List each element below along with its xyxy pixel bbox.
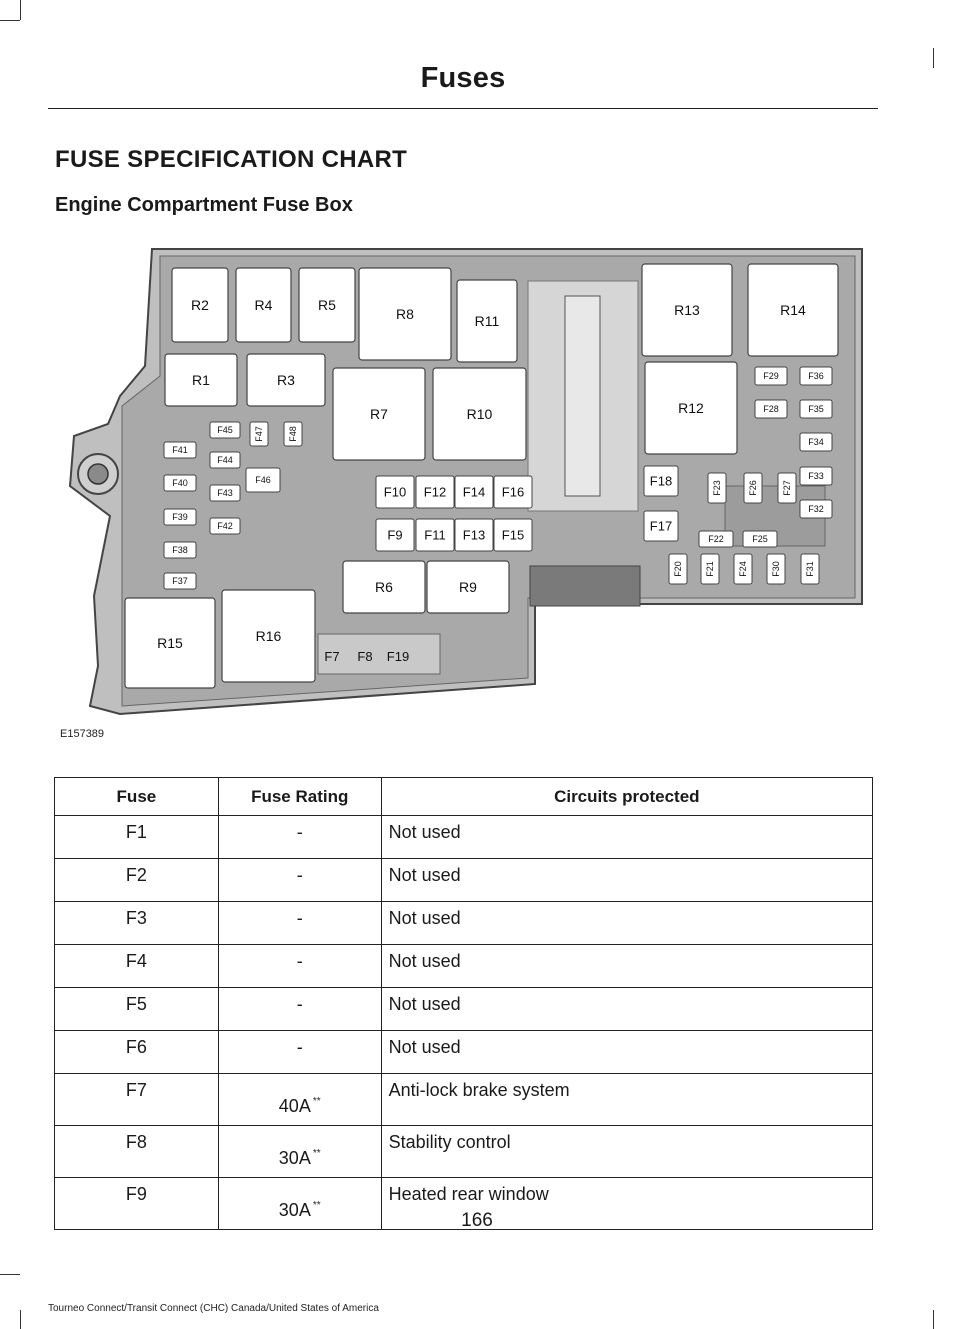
relay-label: R1 <box>192 372 210 388</box>
table-row <box>55 902 873 945</box>
fuse-label: F48 <box>288 426 298 442</box>
fuse-label: F11 <box>424 527 446 543</box>
rating-value: - <box>296 822 303 842</box>
rating-value: - <box>296 951 303 971</box>
fuse-label: F41 <box>172 445 188 455</box>
circuits-cell: Not used <box>381 1031 872 1074</box>
page-number: 166 <box>461 1210 493 1231</box>
fuse-label: F30 <box>771 561 781 577</box>
table-row <box>55 816 873 859</box>
relay-label: R10 <box>466 406 493 422</box>
fuse-cell: F1 <box>55 816 219 859</box>
fuse-box-diagram <box>60 236 865 722</box>
fuse-label: F12 <box>423 484 447 500</box>
circuits-cell: Not used <box>381 902 872 945</box>
rating-cell <box>218 859 381 902</box>
rating-value: - <box>296 1037 303 1057</box>
connector-pins <box>565 296 600 496</box>
relay-label: R4 <box>254 297 273 313</box>
crop-mark <box>933 48 934 68</box>
fuse-cell: F6 <box>55 1031 219 1074</box>
rating-cell <box>218 902 381 945</box>
fuse-label: F19 <box>386 649 410 664</box>
relay-label: R11 <box>474 313 500 329</box>
relay-label: R9 <box>459 579 477 595</box>
fuse-label: F10 <box>383 484 407 500</box>
column-header-fuse: Fuse <box>55 778 219 816</box>
fuse-label: F13 <box>462 527 486 543</box>
fuse-label: F43 <box>217 488 233 498</box>
rating-value: 30A <box>278 1200 311 1220</box>
relay-label: R2 <box>191 297 209 313</box>
footer-text: Tourneo Connect/Transit Connect (CHC) Canada/United States of America <box>48 1303 379 1314</box>
section-title: FUSE SPECIFICATION CHART <box>55 146 408 173</box>
rating-value: 40A <box>278 1096 311 1116</box>
fuse-label: F16 <box>501 484 525 500</box>
rating-footnote-mark: ** <box>312 1200 321 1211</box>
fuse-label: F24 <box>738 561 748 577</box>
fuse-cell: F4 <box>55 945 219 988</box>
rating-footnote-mark: ** <box>312 1096 321 1107</box>
rating-footnote-mark: ** <box>312 1148 321 1159</box>
fuse-label: F7 <box>324 649 340 664</box>
fuse-specification-table <box>54 777 873 1230</box>
table-row <box>55 988 873 1031</box>
rating-cell <box>218 945 381 988</box>
fuse-label: F23 <box>712 480 722 496</box>
crop-mark <box>20 1310 21 1329</box>
fuse-label: F40 <box>172 478 188 488</box>
table-row <box>55 1126 873 1178</box>
image-code: E157389 <box>60 728 105 740</box>
fuse-label: F37 <box>172 576 188 586</box>
rating-value: - <box>296 908 303 928</box>
crop-mark <box>20 0 21 20</box>
table-row <box>55 1074 873 1126</box>
fuse-label: F45 <box>217 425 233 435</box>
fuse-label: F33 <box>808 471 824 481</box>
circuits-cell: Heated rear window <box>381 1178 872 1230</box>
table-row <box>55 859 873 902</box>
fuse-label: F17 <box>649 518 673 534</box>
fuse-cell: F3 <box>55 902 219 945</box>
relay-label: R16 <box>255 628 282 644</box>
fuse-label: F18 <box>649 473 673 489</box>
subsection-title: Engine Compartment Fuse Box <box>55 194 353 216</box>
fuse-label: F26 <box>748 480 758 496</box>
relay-label: R14 <box>780 302 806 318</box>
fuse-label: F47 <box>254 426 264 442</box>
page-header <box>48 58 878 109</box>
circuits-cell: Not used <box>381 988 872 1031</box>
circuits-cell: Anti-lock brake system <box>381 1074 872 1126</box>
relay-label: R13 <box>674 302 700 318</box>
table-row <box>55 1031 873 1074</box>
circuits-cell: Not used <box>381 945 872 988</box>
lower-connector <box>530 566 640 606</box>
crop-mark <box>0 20 20 21</box>
rating-cell <box>218 1126 381 1178</box>
rating-cell <box>218 988 381 1031</box>
relay-label: R15 <box>157 635 183 651</box>
mounting-bolt-head <box>88 464 108 484</box>
relay-label: R8 <box>396 306 414 322</box>
relay-label: R6 <box>375 579 393 595</box>
fuse-label: F21 <box>705 561 715 577</box>
fuse-label: F32 <box>808 504 824 514</box>
fuse-label: F35 <box>808 404 824 414</box>
table-row <box>55 945 873 988</box>
fuse-label: F9 <box>387 527 403 543</box>
fuse-cell: F5 <box>55 988 219 1031</box>
fuse-cell: F7 <box>55 1074 219 1126</box>
relay-label: R7 <box>370 406 388 422</box>
rating-cell <box>218 1031 381 1074</box>
fuse-label: F34 <box>808 437 824 447</box>
relay-label: R3 <box>277 372 295 388</box>
fuse-label: F29 <box>763 371 779 381</box>
table-header-row <box>55 778 873 816</box>
rating-value: - <box>296 865 303 885</box>
rating-cell <box>218 1074 381 1126</box>
page-title: Fuses <box>420 62 506 94</box>
circuits-cell: Stability control <box>381 1126 872 1178</box>
fuse-label: F8 <box>357 649 373 664</box>
relay-label: R5 <box>318 297 336 313</box>
fuse-label: F15 <box>501 527 525 543</box>
column-header-rating: Fuse Rating <box>218 778 381 816</box>
fuse-label: F31 <box>805 561 815 577</box>
fuse-label: F20 <box>673 561 683 577</box>
fuse-label: F25 <box>752 534 768 544</box>
fuse-label: F46 <box>255 475 271 485</box>
column-header-circuits: Circuits protected <box>381 778 872 816</box>
rating-cell <box>218 816 381 859</box>
fuse-label: F44 <box>217 455 233 465</box>
relay-label: R12 <box>678 400 704 416</box>
crop-mark <box>933 1310 934 1329</box>
rating-value: 30A <box>278 1148 311 1168</box>
fuse-label: F39 <box>172 512 188 522</box>
fuse-label: F42 <box>217 521 233 531</box>
fuse-cell: F8 <box>55 1126 219 1178</box>
crop-mark <box>0 1274 20 1275</box>
fuse-label: F27 <box>782 480 792 496</box>
fuse-label: F22 <box>708 534 724 544</box>
fuse-label: F28 <box>763 404 779 414</box>
fuse-cell: F2 <box>55 859 219 902</box>
rating-value: - <box>296 994 303 1014</box>
circuits-cell: Not used <box>381 859 872 902</box>
fuse-label: F14 <box>462 484 486 500</box>
fuse-label: F38 <box>172 545 188 555</box>
fuse-label: F36 <box>808 371 824 381</box>
circuits-cell: Not used <box>381 816 872 859</box>
fuse-cell: F9 <box>55 1178 219 1230</box>
